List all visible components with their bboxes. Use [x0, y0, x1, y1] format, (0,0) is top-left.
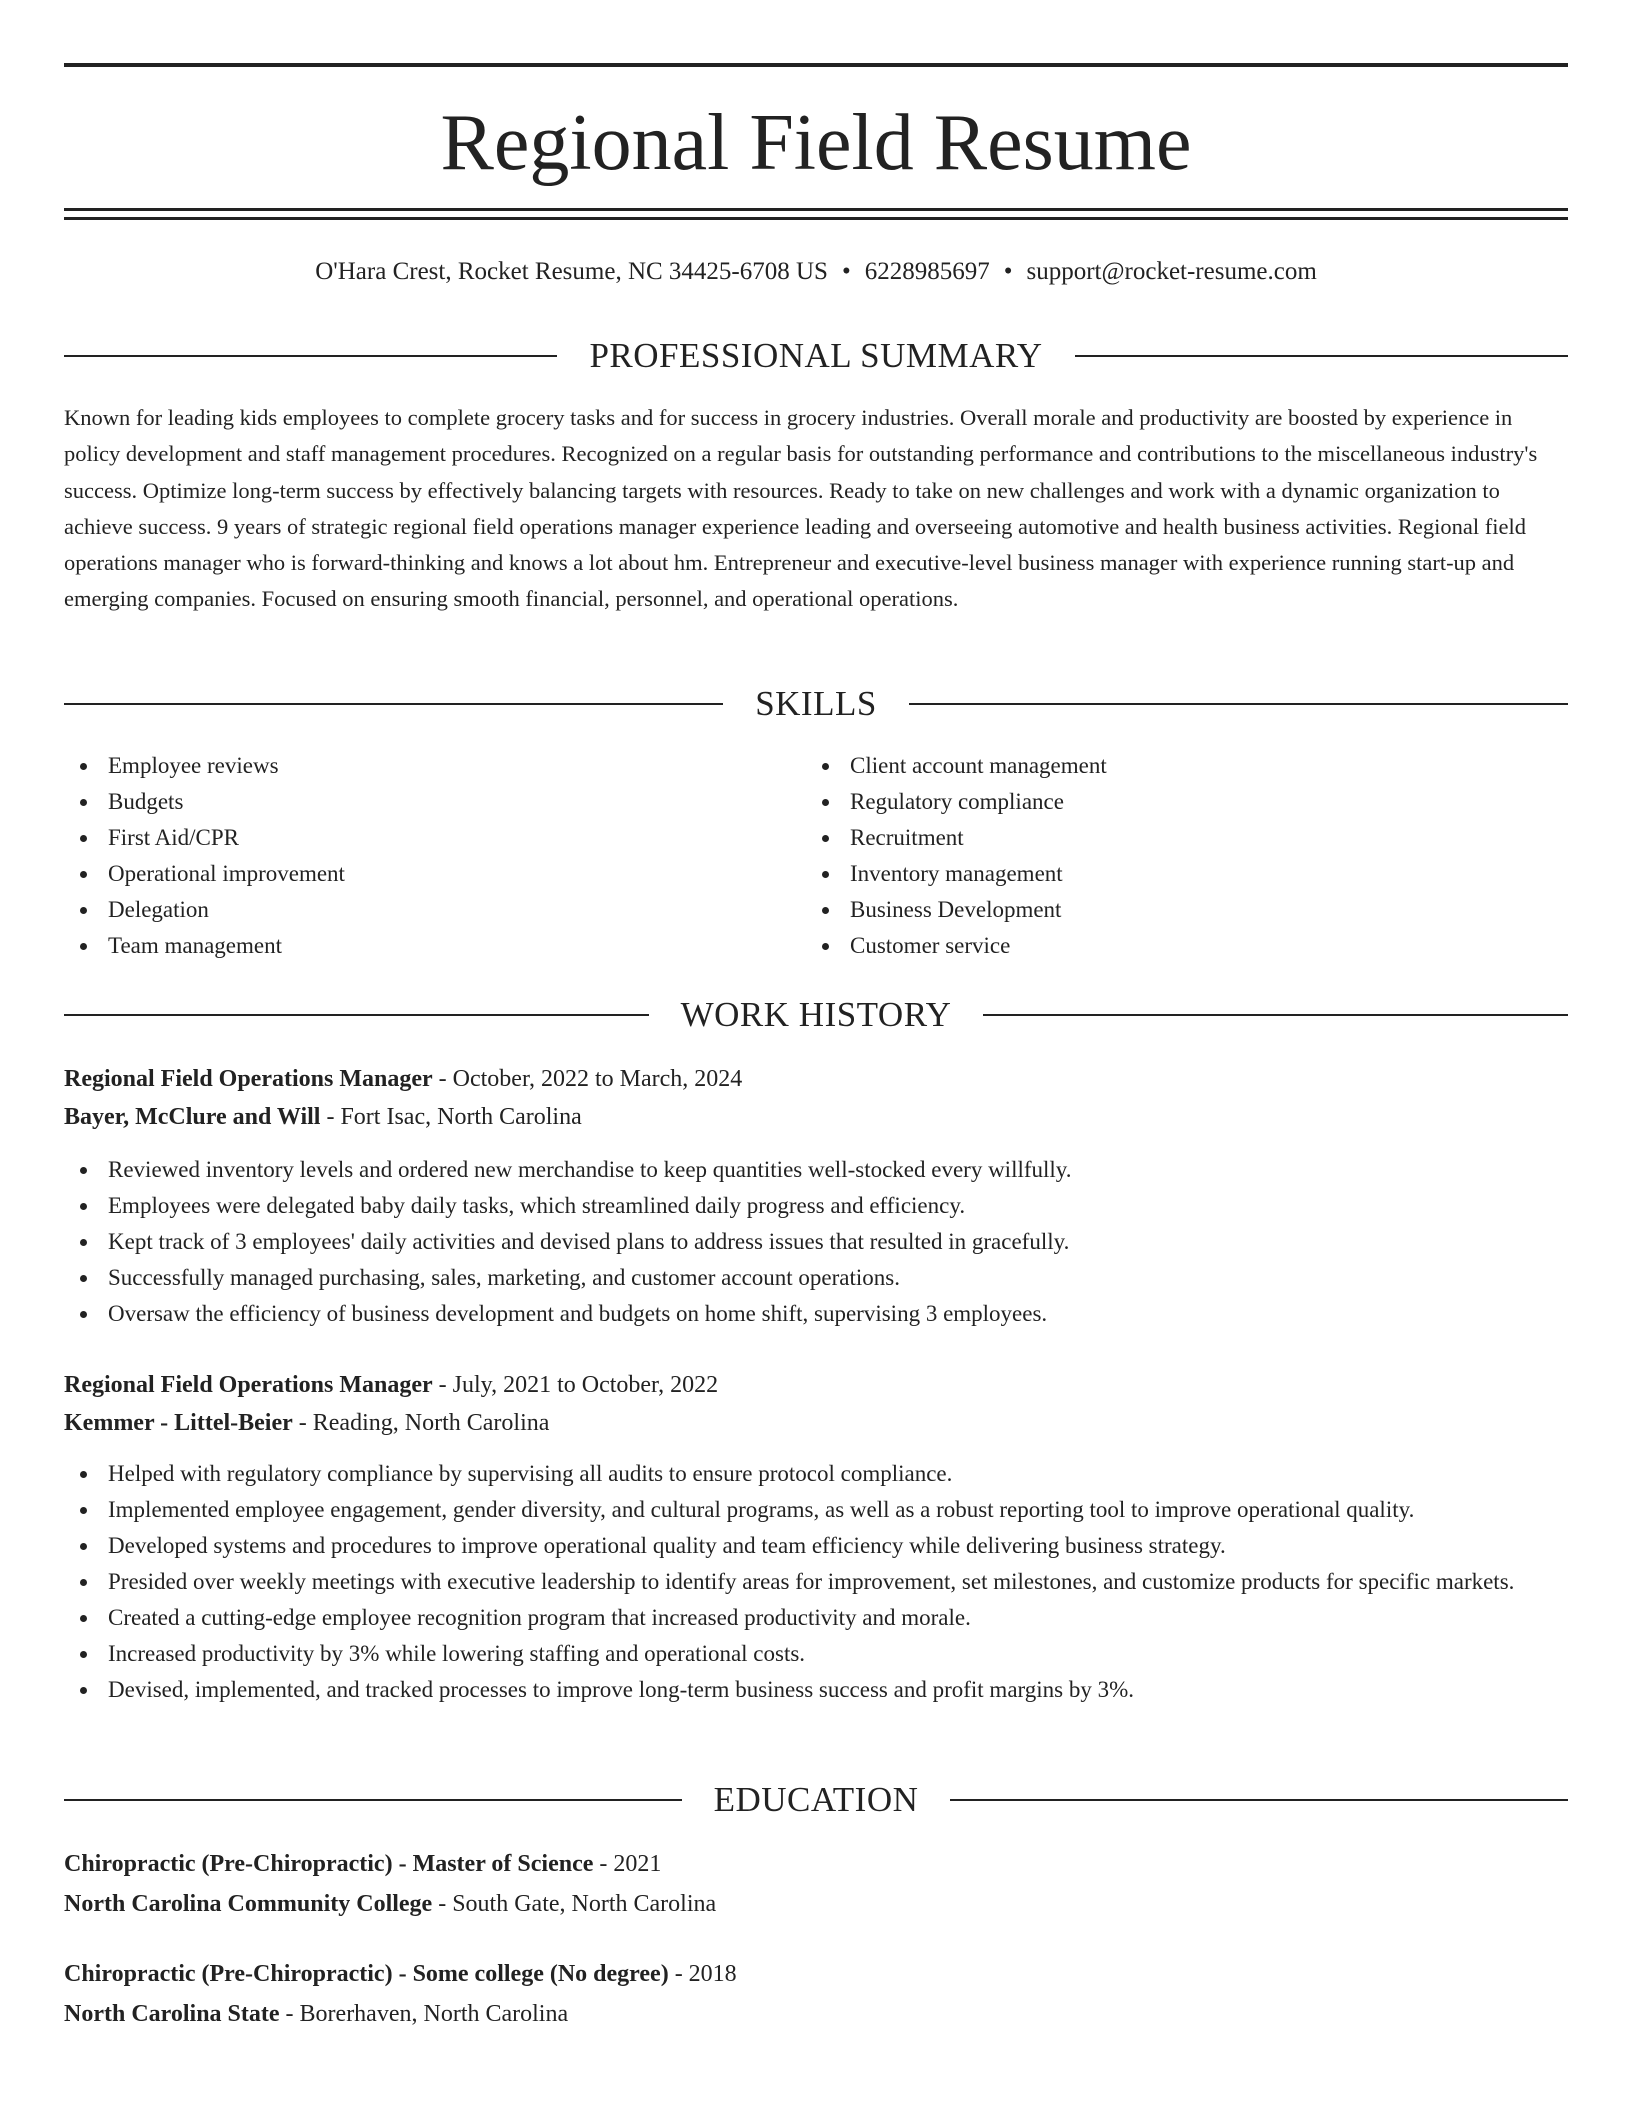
heading-rule: [64, 1799, 682, 1801]
contact-separator: •: [841, 258, 851, 285]
contact-email: support@rocket-resume.com: [1026, 258, 1317, 285]
degree-year: - 2021: [593, 1851, 662, 1877]
heading-rule: [909, 703, 1568, 705]
skill-item: Team management: [64, 928, 724, 964]
skill-item: Employee reviews: [64, 748, 724, 784]
job-title: Regional Field Operations Manager: [64, 1372, 433, 1398]
job-bullets: [64, 1456, 1568, 1708]
company-line: [64, 1098, 1568, 1136]
section-heading-work: [64, 993, 1568, 1037]
heading-rule: [64, 1014, 649, 1016]
skill-item: Customer service: [806, 928, 1466, 964]
skill-item: Inventory management: [806, 856, 1466, 892]
job-title-line: [64, 1366, 1568, 1404]
summary-text: Known for leading kids employees to complete grocery tasks and for success in grocery industries. Overall morale and productivity are boosted by experience in policy development and staff management procedures. Recognized on a regular basis for outstanding performance and contributions to the miscellaneous industry's success. Optimize long-term success by effectively balancing targets with resources. Ready to take on new challenges and work with a dynamic organization to achieve success. 9 years of strategic regional field operations manager experience leading and overseeing automotive and health business activities. Regional field operations manager who is forward-thinking and knows a lot about hm. Entrepreneur and executive-level business manager with experience running start-up and emerging companies. Focused on ensuring smooth financial, personnel, and operational operations.: [64, 405, 1538, 612]
title-double-rule: [64, 208, 1568, 220]
job-bullet: Presided over weekly meetings with executive leadership to identify areas for improvement, set milestones, and customize products for specific markets.: [64, 1564, 1568, 1600]
job-bullet: Implemented employee engagement, gender diversity, and cultural programs, as well as a robust reporting tool to improve operational quality.: [64, 1492, 1568, 1528]
company-line: [64, 1404, 1568, 1442]
degree-line: [64, 1844, 1568, 1884]
job-bullet: Employees were delegated baby daily tasks, which streamlined daily progress and efficiency.: [64, 1188, 1568, 1224]
job-bullet: Increased productivity by 3% while lowering staffing and operational costs.: [64, 1636, 1568, 1672]
top-rule: [64, 63, 1568, 67]
school-location: - Borerhaven, North Carolina: [279, 2001, 569, 2027]
section-heading-education: [64, 1778, 1568, 1822]
work-entry: [64, 1060, 1568, 1332]
job-title: Regional Field Operations Manager: [64, 1066, 433, 1092]
contact-separator: •: [1003, 258, 1013, 285]
skill-item: First Aid/CPR: [64, 820, 724, 856]
section-title: PROFESSIONAL SUMMARY: [589, 336, 1043, 375]
company-location: - Reading, North Carolina: [292, 1410, 550, 1436]
degree-name: Chiropractic (Pre-Chiropractic) - Some college (No degree): [64, 1961, 669, 1987]
company-name: Kemmer - Littel-Beier: [64, 1410, 293, 1436]
skills-list-left: [64, 748, 724, 964]
education-entry: [64, 1844, 1568, 1924]
skill-item: Regulatory compliance: [806, 784, 1466, 820]
education-entry: [64, 1954, 1568, 2034]
section-title: WORK HISTORY: [680, 995, 952, 1034]
heading-rule: [1075, 355, 1568, 357]
skill-item: Client account management: [806, 748, 1466, 784]
contact-phone: 6228985697: [864, 258, 990, 285]
school-name: North Carolina Community College: [64, 1891, 433, 1917]
job-bullet: Created a cutting-edge employee recognition program that increased productivity and morale.: [64, 1600, 1568, 1636]
contact-line: [64, 252, 1568, 292]
company-name: Bayer, McClure and Will: [64, 1104, 321, 1130]
degree-name: Chiropractic (Pre-Chiropractic) - Master of Science: [64, 1851, 594, 1877]
skill-item: Budgets: [64, 784, 724, 820]
skills-list-right: [806, 748, 1466, 964]
job-title-line: [64, 1060, 1568, 1098]
school-location: - South Gate, North Carolina: [432, 1891, 717, 1917]
job-bullets: [64, 1152, 1568, 1332]
school-line: [64, 1884, 1568, 1924]
job-dates: - October, 2022 to March, 2024: [432, 1066, 743, 1092]
section-title: SKILLS: [755, 684, 877, 723]
job-bullet: Helped with regulatory compliance by supervising all audits to ensure protocol compliance.: [64, 1456, 1568, 1492]
degree-line: [64, 1954, 1568, 1994]
heading-rule: [64, 703, 723, 705]
job-bullet: Successfully managed purchasing, sales, marketing, and customer account operations.: [64, 1260, 1568, 1296]
work-entry: [64, 1366, 1568, 1708]
degree-year: - 2018: [668, 1961, 737, 1987]
skill-item: Business Development: [806, 892, 1466, 928]
school-line: [64, 1994, 1568, 2034]
heading-rule: [950, 1799, 1568, 1801]
school-name: North Carolina State: [64, 2001, 280, 2027]
job-dates: - July, 2021 to October, 2022: [432, 1372, 719, 1398]
skill-item: Recruitment: [806, 820, 1466, 856]
page-title: Regional Field Resume: [440, 99, 1192, 187]
job-bullet: Developed systems and procedures to improve operational quality and team efficiency while delivering business strategy.: [64, 1528, 1568, 1564]
skill-item: Operational improvement: [64, 856, 724, 892]
section-title: EDUCATION: [713, 1780, 919, 1819]
job-bullet: Kept track of 3 employees' daily activities and devised plans to address issues that resulted in gracefully.: [64, 1224, 1568, 1260]
job-bullet: Reviewed inventory levels and ordered new merchandise to keep quantities well-stocked every willfully.: [64, 1152, 1568, 1188]
heading-rule: [64, 355, 557, 357]
job-bullet: Oversaw the efficiency of business development and budgets on home shift, supervising 3 employees.: [64, 1296, 1568, 1332]
heading-rule: [983, 1014, 1568, 1016]
skill-item: Delegation: [64, 892, 724, 928]
section-heading-summary: [64, 334, 1568, 378]
contact-address: O'Hara Crest, Rocket Resume, NC 34425-6708 US: [315, 258, 828, 285]
job-bullet: Devised, implemented, and tracked processes to improve long-term business success and profit margins by 3%.: [64, 1672, 1568, 1708]
company-location: - Fort Isac, North Carolina: [320, 1104, 582, 1130]
section-heading-skills: [64, 682, 1568, 726]
